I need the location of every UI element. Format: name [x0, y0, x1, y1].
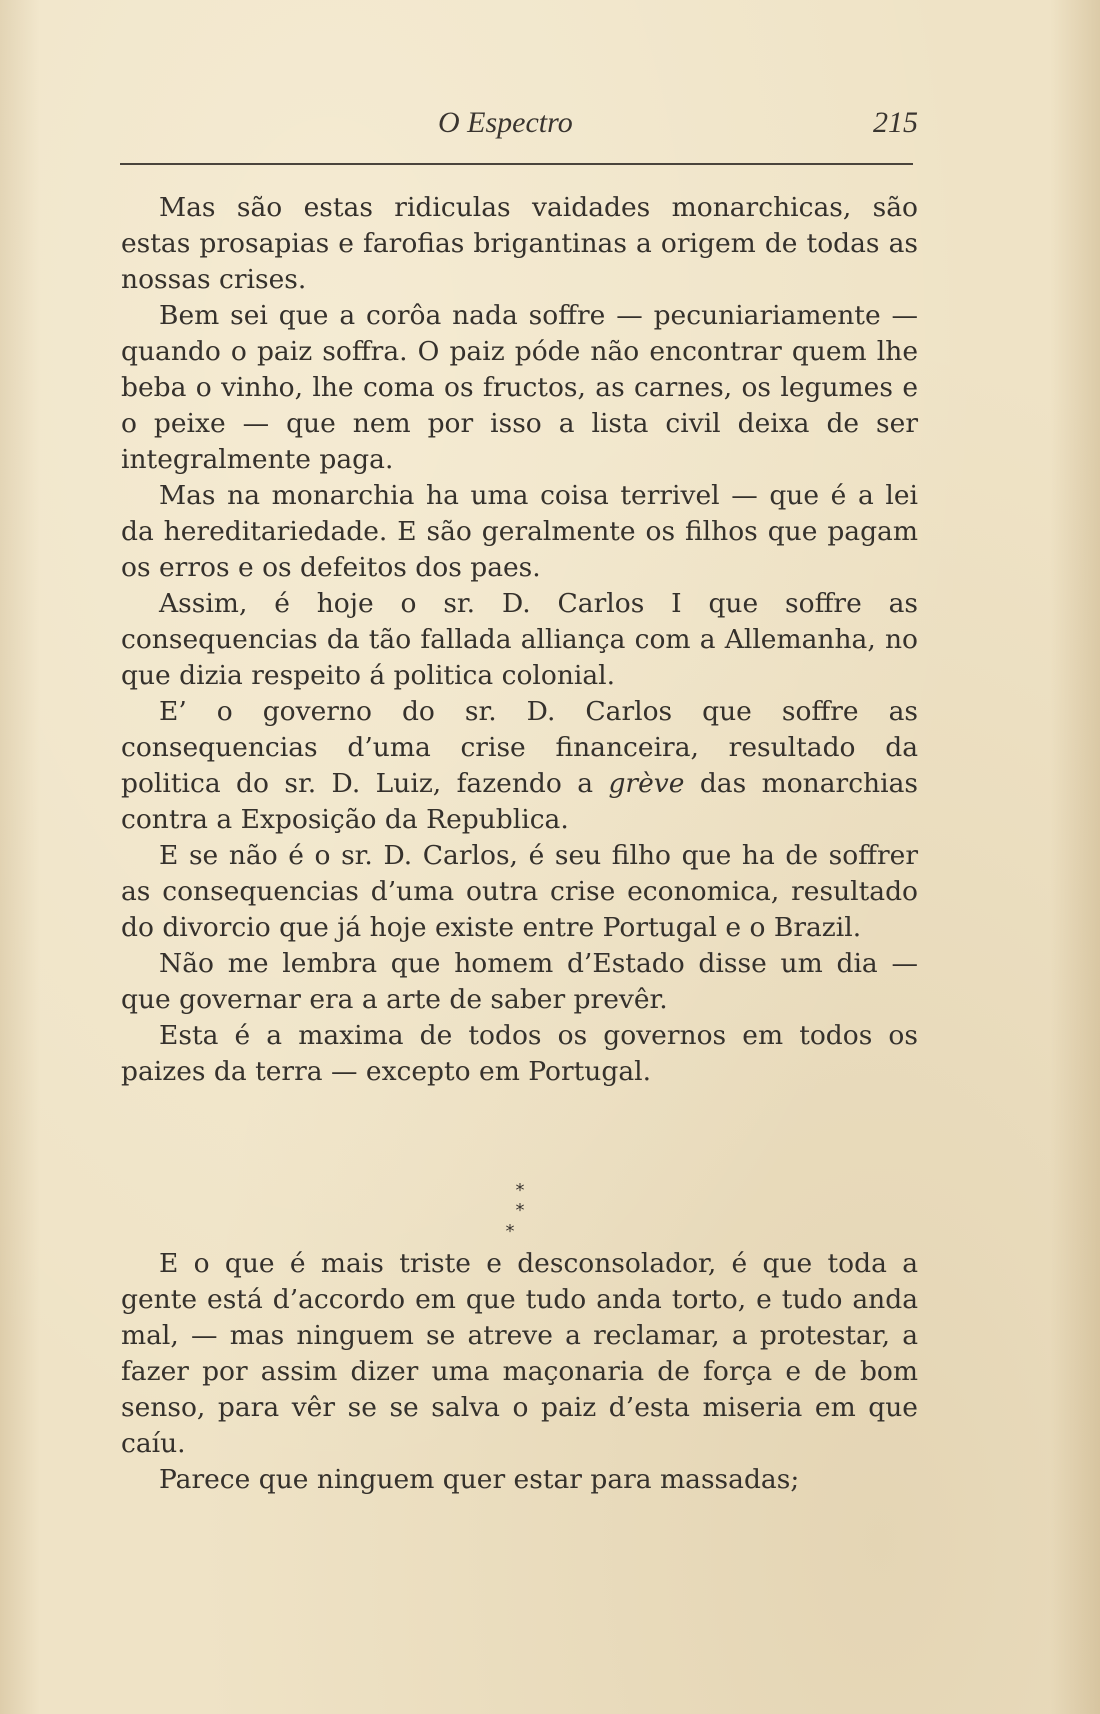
page-number: 215 — [873, 106, 918, 139]
paragraph: E se não é o sr. D. Carlos, é seu filho que ha de soffrer as consequencias d’uma outra crise economica, resultado do divorcio que já hoje existe entre Portugal e o Brazil. — [121, 840, 918, 943]
section-separator — [480, 1180, 560, 1242]
separator-asterisks-bottom: * * — [505, 1200, 545, 1242]
running-title: O Espectro — [438, 106, 573, 139]
paragraph — [121, 694, 918, 838]
page-header — [120, 104, 918, 148]
body-text-section-1 — [121, 190, 918, 1090]
paragraph: Bem sei que a corôa nada soffre — pecuniariamente — quando o paiz soffra. O paiz póde não encontrar quem lhe beba o vinho, lhe coma os fructos, as carnes, os legumes e o peixe — que nem por isso a lista civil deixa de ser integralmente paga. — [121, 300, 918, 475]
paragraph: Mas na monarchia ha uma coisa terrivel — que é a lei da hereditariedade. E são geralmente os filhos que pagam os erros e os defeitos dos paes. — [121, 480, 918, 583]
body-text-section-2 — [121, 1246, 918, 1498]
paragraph: Esta é a maxima de todos os governos em todos os paizes da terra — excepto em Portugal. — [121, 1020, 918, 1087]
separator-asterisk-top: * — [515, 1180, 525, 1201]
paragraph: Parece que ninguem quer estar para massadas; — [159, 1464, 800, 1495]
paragraph: E o que é mais triste e desconsolador, é que toda a gente está d’accordo em que tudo anda torto, e tudo anda mal, — mas ninguem se atreve a reclamar, a protestar, a fazer por assim dizer uma maçonaria de força e de bom senso, para vêr se se salva o paiz d’esta miseria em que caíu. — [121, 1248, 918, 1459]
paragraph-text: E’ o governo do sr. D. Carlos que soffre as consequencias d’uma crise financeira, resultado da politica do sr. D. Luiz, fazendo a — [121, 696, 918, 799]
paragraph: Não me lembra que homem d’Estado disse um dia — que governar era a arte de saber prevêr. — [121, 948, 918, 1015]
paragraph: Assim, é hoje o sr. D. Carlos I que soffre as consequencias da tão fallada alliança com a Allemanha, no que dizia respeito á politica colonial. — [121, 588, 918, 691]
italic-word: grève — [608, 768, 685, 799]
header-rule — [120, 163, 913, 165]
paragraph-text: das monarchias contra a Exposição da Republica. — [121, 768, 918, 835]
paragraph: Mas são estas ridiculas vaidades monarchicas, são estas prosapias e farofias brigantinas a origem de todas as nossas crises. — [121, 192, 918, 295]
